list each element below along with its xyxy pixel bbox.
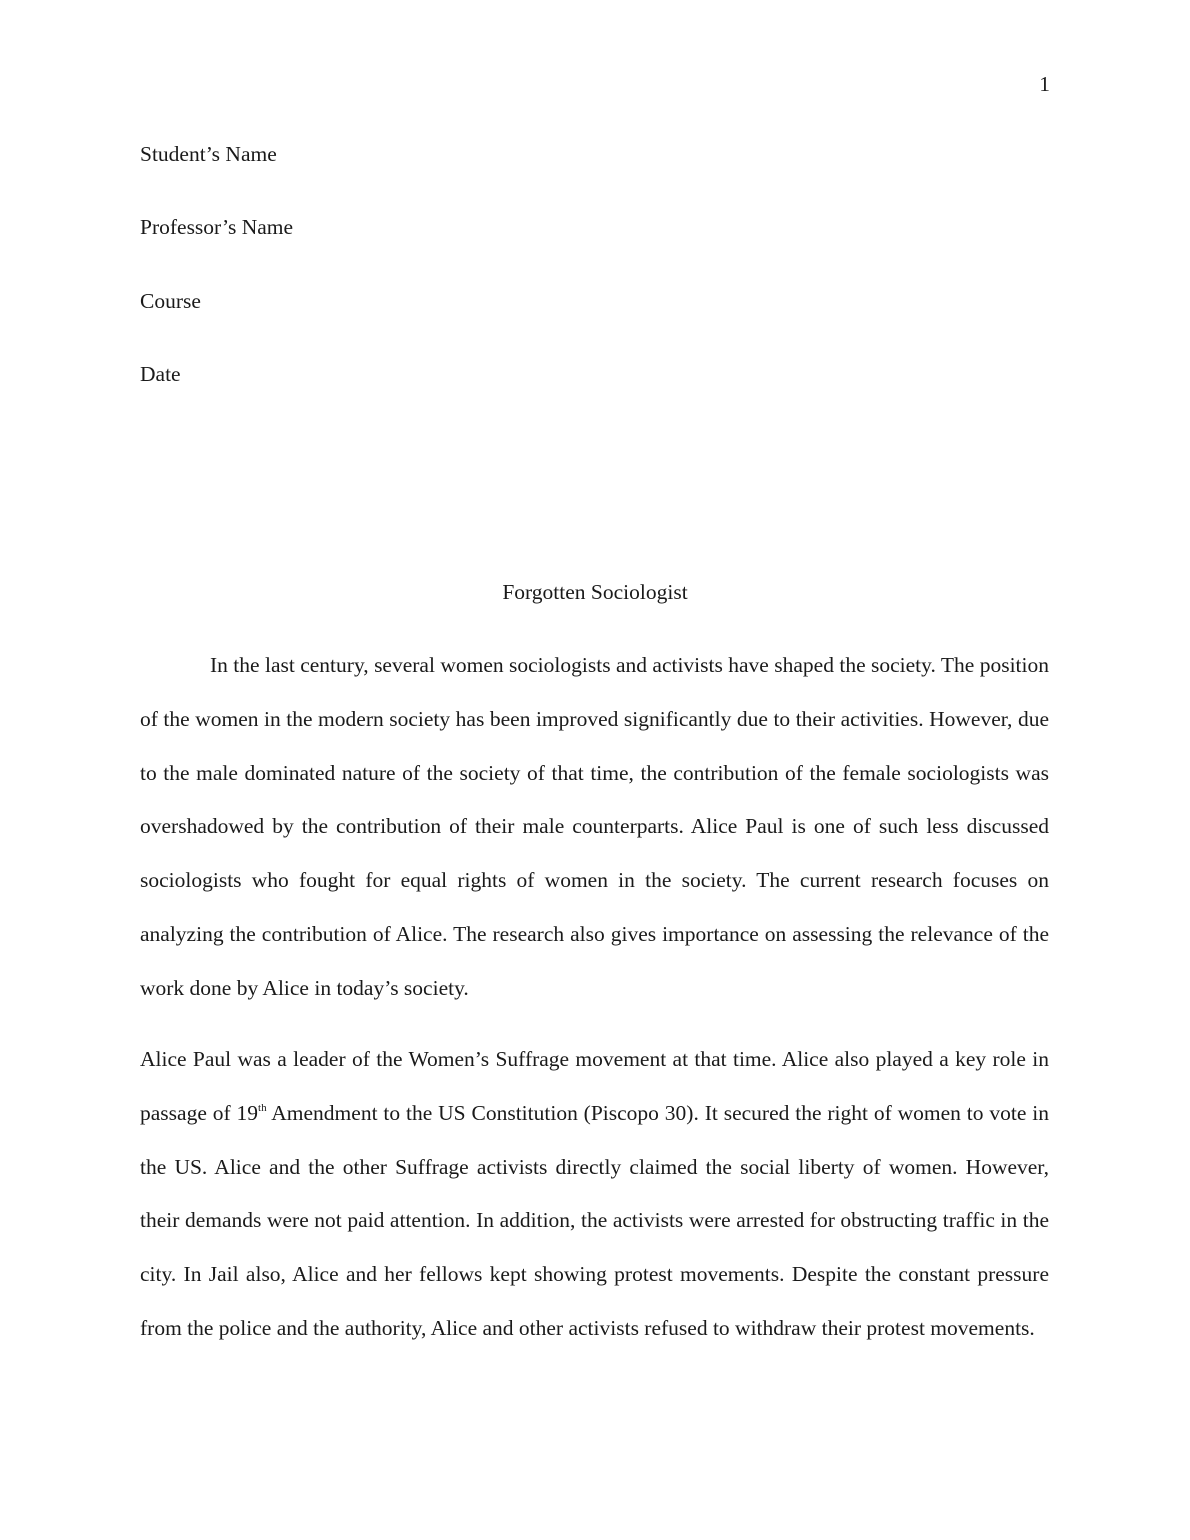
paragraph-intro: In the last century, several women sociologists and activists have shaped the society. The position of the women in the modern society has been improved significantly due to their activities. However, due to the male dominated nature of the society of that time, the contribution of the female sociologists was overshadowed by the contribution of their male counterparts. Alice Paul is one of such less discussed sociologists who fought for equal rights of women in the society. The current research focuses on analyzing the contribution of Alice. The research also gives importance on assessing the relevance of the work done by Alice in today’s society. — [140, 653, 1049, 1000]
paragraph-alice-paul — [140, 1033, 1049, 1356]
student-name: Student’s Name — [140, 142, 277, 166]
course: Course — [140, 289, 201, 313]
ordinal-suffix: th — [258, 1101, 267, 1114]
professor-name: Professor’s Name — [140, 215, 294, 239]
paragraph-text-part2: Amendment to the US Constitution (Piscopo 30). It secured the right of women to vote in the US. Alice and the other Suffrage activists directly claimed the social liberty of women. However, their demands were not paid attention. In addition, the activists were arrested for obstructing traffic in the city. In Jail also, Alice and her fellows kept showing protest movements. Despite the constant pressure from the police and the authority, Alice and other activists refused to withdraw their protest movements. — [140, 1100, 1049, 1340]
paragraph-text-part1: Alice Paul was a leader of the Women’s Suffrage movement at that time. Alice also played a key role in passage of 19 — [140, 1047, 1049, 1125]
date: Date — [140, 362, 181, 386]
document-title: Forgotten Sociologist — [502, 580, 688, 604]
page-number: 1 — [1039, 72, 1050, 96]
